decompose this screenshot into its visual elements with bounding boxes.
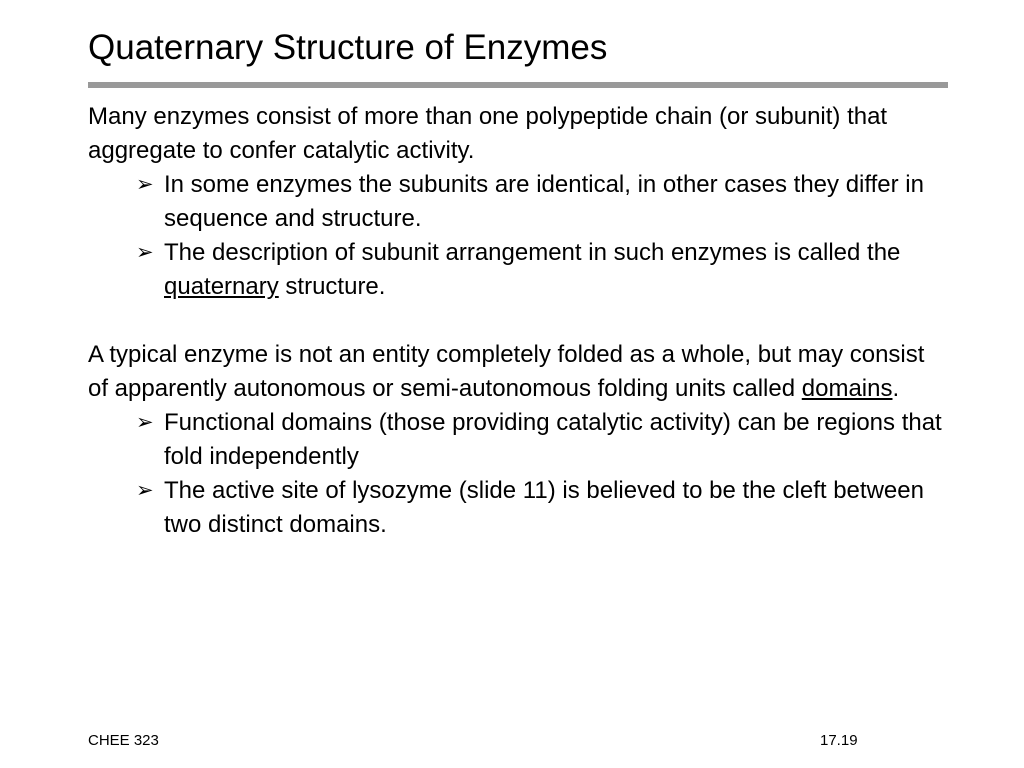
title-underline-rule [88, 82, 948, 88]
slide-title: Quaternary Structure of Enzymes [88, 28, 608, 67]
bullet-item [88, 474, 948, 542]
bullet-item [88, 406, 948, 474]
footer-course-code: CHEE 323 [88, 732, 159, 749]
bullet-text: Functional domains (those providing catalytic activity) can be regions that fold independently [164, 409, 942, 470]
paragraph-spacer [88, 304, 948, 338]
intro-paragraph: Many enzymes consist of more than one polypeptide chain (or subunit) that aggregate to confer catalytic activity. [88, 103, 888, 164]
bullet-text: The active site of lysozyme (slide 11) is believed to be the cleft between two distinct domains. [164, 477, 924, 538]
footer-slide-number: 17.19 [820, 732, 858, 749]
bullet-text: In some enzymes the subunits are identical, in other cases they differ in sequence and structure. [164, 171, 924, 232]
arrow-bullet-icon: ➢ [136, 411, 154, 434]
slide-content [88, 100, 948, 542]
arrow-bullet-icon: ➢ [136, 479, 154, 502]
domains-bullet-list [88, 406, 948, 542]
arrow-bullet-icon: ➢ [136, 241, 154, 264]
quaternary-term: quaternary [164, 273, 279, 300]
bullet-item [88, 168, 948, 236]
bullet-item [88, 236, 948, 304]
domains-paragraph: A typical enzyme is not an entity completely folded as a whole, but may consist of apparently autonomous or semi-autonomous folding units called domains. [88, 341, 925, 402]
arrow-bullet-icon: ➢ [136, 173, 154, 196]
bullet-text: The description of subunit arrangement in such enzymes is called the quaternary structure. [164, 239, 901, 300]
subunit-bullet-list [88, 168, 948, 304]
domains-term: domains [801, 375, 893, 402]
